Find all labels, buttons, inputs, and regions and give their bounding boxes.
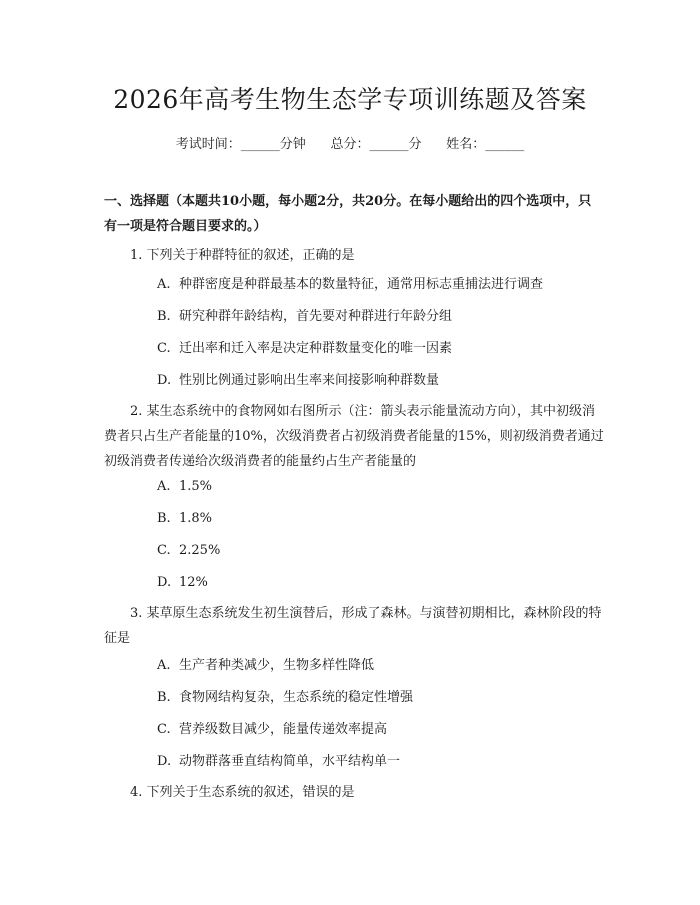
question-3-option-a [157, 656, 597, 676]
question-3-option-d [157, 752, 597, 772]
question-1-option-c [157, 339, 597, 359]
option-label: B. [157, 309, 171, 324]
option-text: 动物群落垂直结构简单，水平结构单一 [179, 754, 401, 769]
question-3-stem: 3. 某草原生态系统发生初生演替后，形成了森林。与演替初期相比，森林阶段的特征是 [104, 606, 602, 646]
question-2-option-c [157, 541, 597, 561]
option-text: 迁出率和迁入率是决定种群数量变化的唯一因素 [179, 341, 453, 356]
question-2-stem: 2. 某生态系统中的食物网如右图所示（注：箭头表示能量流动方向），其中初级消费者只占生产者能量的10%，次级消费者占初级消费者能量的15%，则初级消费者通过初级消费者传递给次级消费者的能量约占生产者能量的 [104, 404, 604, 469]
option-text: 1.5% [179, 479, 213, 494]
question-3-option-b [157, 688, 597, 708]
option-label: A. [157, 479, 171, 494]
option-label: C. [157, 543, 171, 558]
option-label: D. [157, 754, 172, 769]
question-1-option-d [157, 371, 597, 391]
page-title: 2026年高考生物生态学专项训练题及答案 [113, 85, 587, 114]
option-label: A. [157, 277, 171, 292]
option-label: C. [157, 341, 171, 356]
option-label: C. [157, 722, 171, 737]
question-2-option-d [157, 573, 597, 593]
option-text: 性别比例通过影响出生率来间接影响种群数量 [179, 373, 440, 388]
option-label: B. [157, 690, 171, 705]
exam-info-line: 考试时间：______分钟 总分：______分 姓名：______ [175, 137, 525, 152]
question-2-option-b [157, 509, 597, 529]
option-text: 研究种群年龄结构，首先要对种群进行年龄分组 [179, 309, 453, 324]
question-2-option-a [157, 477, 597, 497]
option-label: D. [157, 575, 172, 590]
question-1-stem: 1. 下列关于种群特征的叙述，正确的是 [130, 248, 355, 263]
option-label: A. [157, 658, 171, 673]
option-text: 食物网结构复杂，生态系统的稳定性增强 [179, 690, 414, 705]
option-text: 生产者种类减少，生物多样性降低 [179, 658, 375, 673]
option-text: 12% [179, 575, 208, 590]
question-1-option-a [157, 275, 597, 295]
question-3-option-c [157, 720, 597, 740]
question-4-stem: 4. 下列关于生态系统的叙述，错误的是 [130, 785, 355, 800]
option-label: B. [157, 511, 171, 526]
option-text: 种群密度是种群最基本的数量特征，通常用标志重捕法进行调查 [179, 277, 544, 292]
question-1-option-b [157, 307, 597, 327]
section-heading: 一、选择题（本题共10小题，每小题2分，共20分。在每小题给出的四个选项中，只有一项是符合题目要求的。） [104, 194, 592, 234]
option-label: D. [157, 373, 172, 388]
option-text: 1.8% [179, 511, 213, 526]
option-text: 营养级数目减少，能量传递效率提高 [179, 722, 388, 737]
option-text: 2.25% [179, 543, 221, 558]
